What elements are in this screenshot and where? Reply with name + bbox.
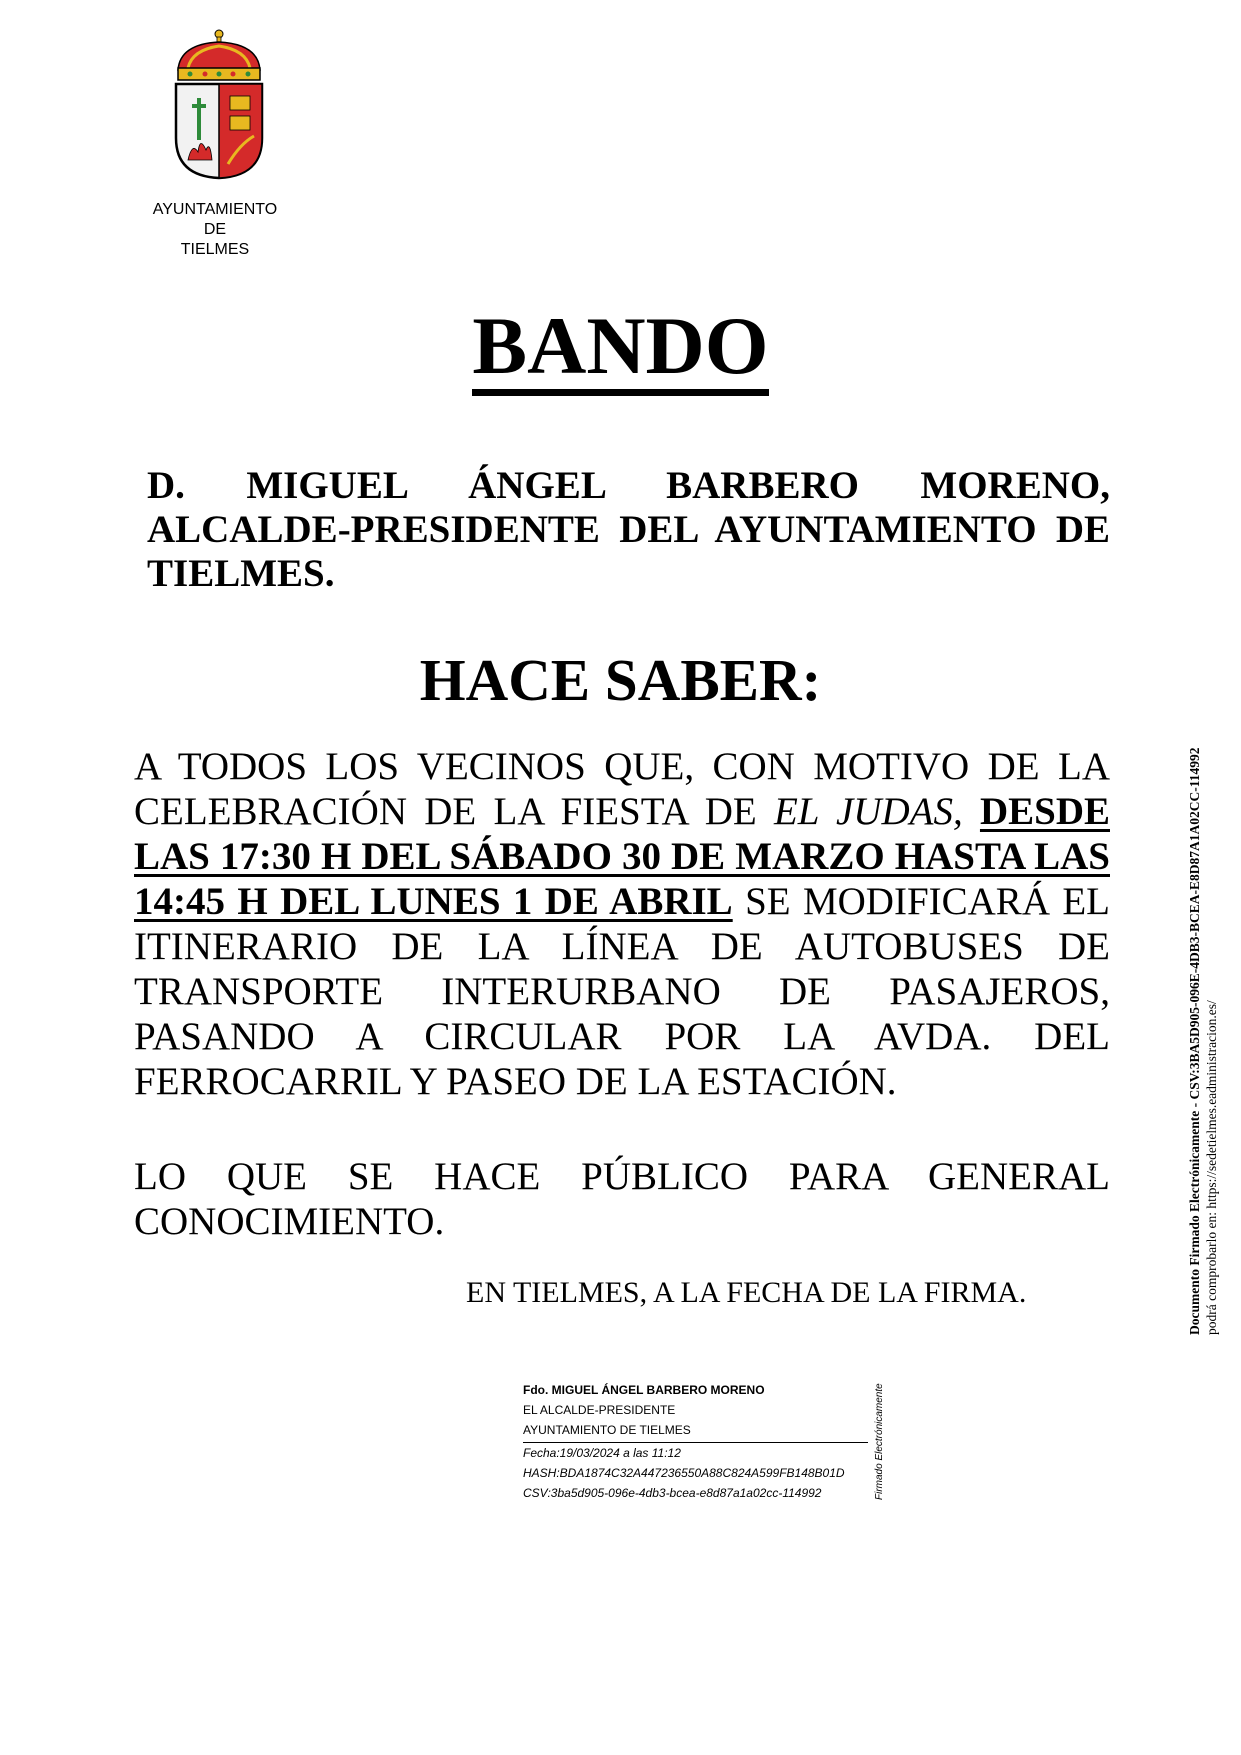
verification-margin-note: [1186, 748, 1220, 1335]
body-part-2: SE MODIFICARÁ EL ITINERARIO DE LA LÍNEA DE AUTOBUSES DE TRANSPORTE INTERURBANO DE PASAJEROS, PASANDO A CIRCULAR POR LA AVDA. DEL FERROCARRIL Y PASEO DE LA ESTACIÓN.: [134, 880, 1111, 1103]
org-line-2: DE: [203, 221, 227, 238]
signature-hash: HASH:BDA1874C32A447236550A88C824A599FB148B01D: [523, 1466, 845, 1480]
signer-entity: AYUNTAMIENTO DE TIELMES: [523, 1423, 691, 1437]
event-name: EL JUDAS,: [773, 790, 963, 833]
closing-statement: LO QUE SE HACE PÚBLICO PARA GENERAL CONOCIMIENTO.: [134, 1155, 1110, 1243]
signer-role: EL ALCALDE-PRESIDENTE: [523, 1403, 676, 1417]
body-part-1: A TODOS LOS VECINOS QUE, CON MOTIVO DE LA CELEBRACIÓN DE LA FIESTA DE: [134, 745, 1110, 833]
signature-block: [523, 1380, 868, 1503]
verification-url: podrá comprobarlo en: https://sedetielmes.eadministracion.es/: [1204, 1000, 1219, 1335]
shield-icon: [176, 84, 262, 178]
signature-date: Fecha:19/03/2024 a las 11:12: [523, 1446, 681, 1460]
verification-csv: Documento Firmado Electrónicamente - CSV:3BA5D905-096E-4DB3-BCEA-E8D87A1A02CC-114992: [1187, 747, 1202, 1335]
signer-name: Fdo. MIGUEL ÁNGEL BARBERO MORENO: [523, 1383, 765, 1397]
place-and-date: EN TIELMES, A LA FECHA DE LA FIRMA.: [466, 1276, 1027, 1309]
org-line-3: TIELMES: [180, 241, 250, 258]
document-title: BANDO: [472, 303, 768, 396]
signature-side-label: Firmado Electrónicamente: [874, 1383, 885, 1500]
issuer-statement: D. MIGUEL ÁNGEL BARBERO MORENO, ALCALDE-PRESIDENTE DEL AYUNTAMIENTO DE TIELMES.: [147, 464, 1110, 595]
signature-csv: CSV:3ba5d905-096e-4db3-bcea-e8d87a1a02cc-114992: [523, 1486, 822, 1500]
org-line-1: AYUNTAMIENTO: [152, 201, 278, 218]
document-title-wrap: [0, 298, 1241, 396]
crown-icon: [178, 30, 260, 80]
announcement-heading: HACE SABER:: [419, 647, 822, 713]
coat-of-arms-logo: [170, 28, 268, 180]
closure-dates: DESDE LAS 17:30 H DEL SÁBADO 30 DE MARZO HASTA LAS 14:45 H DEL LUNES 1 DE ABRIL: [134, 790, 1110, 923]
municipality-name: [110, 200, 320, 260]
announcement-body: [134, 744, 1110, 1104]
